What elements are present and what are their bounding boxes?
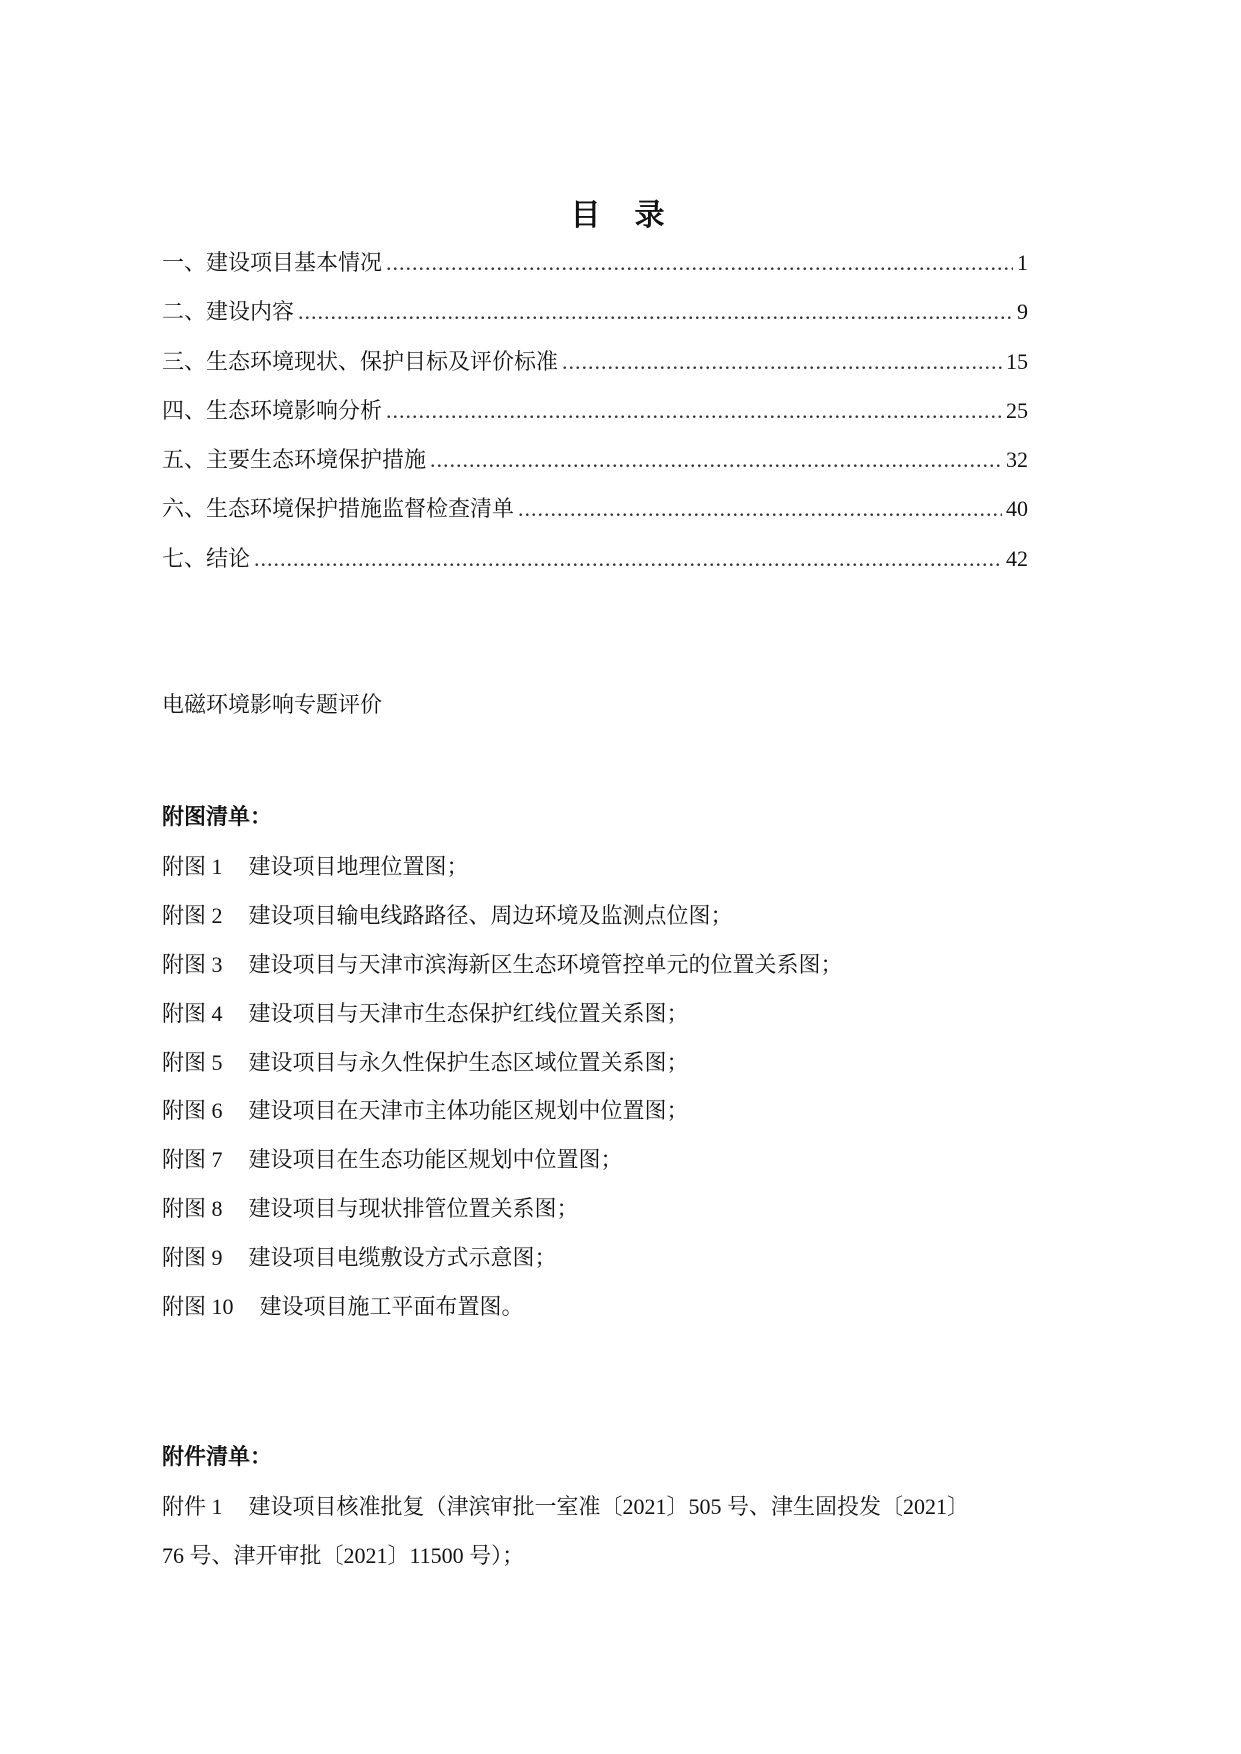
attachment-title-line-2: 76 号、津开审批〔2021〕11500 号）； <box>162 1543 525 1568</box>
table-of-contents <box>162 248 1028 593</box>
toc-dot-leader <box>518 494 1002 524</box>
toc-dot-leader <box>430 445 1002 475</box>
toc-entry[interactable] <box>162 297 1028 346</box>
figure-number: 附图 1 <box>162 854 223 879</box>
figure-number: 附图 2 <box>162 902 223 928</box>
figure-list-item <box>162 1145 1062 1194</box>
toc-entry[interactable] <box>162 396 1028 445</box>
figure-title: 建设项目在天津市主体功能区规划中位置图； <box>248 1098 689 1124</box>
title-char-1: 目 <box>570 199 607 232</box>
figure-title: 建设项目与永久性保护生态区域位置关系图； <box>248 1049 689 1075</box>
figure-list-item <box>162 1243 1062 1292</box>
figure-title: 建设项目电缆敷设方式示意图； <box>248 1245 557 1271</box>
page-title <box>0 190 1241 234</box>
special-evaluation-title: 电磁环境影响专题评价 <box>162 692 383 717</box>
figure-title: 建设项目施工平面布置图。 <box>259 1294 524 1320</box>
toc-entry-label: 一、建设项目基本情况 <box>162 250 383 275</box>
figure-list-item <box>162 852 1062 901</box>
figure-list-item <box>162 1096 1062 1145</box>
toc-entry-page-number: 15 <box>1006 348 1028 374</box>
figure-list-item <box>162 999 1062 1048</box>
figure-number: 附图 9 <box>162 1245 223 1271</box>
figure-number: 附图 5 <box>162 1049 223 1075</box>
toc-dot-leader <box>386 396 1002 426</box>
attachments-list <box>162 1492 1082 1571</box>
toc-entry-page-number: 25 <box>1006 397 1028 423</box>
figure-title: 建设项目地理位置图； <box>248 854 469 879</box>
toc-entry-page-number: 9 <box>1017 299 1028 325</box>
title-char-2: 录 <box>634 199 671 232</box>
toc-entry-label: 四、生态环境影响分析 <box>162 397 383 423</box>
toc-dot-leader <box>386 248 1013 278</box>
toc-dot-leader <box>254 544 1002 574</box>
attachments-heading: 附件清单： <box>162 1444 273 1469</box>
toc-dot-leader <box>298 297 1013 327</box>
toc-entry[interactable] <box>162 248 1028 297</box>
figure-list-item <box>162 1194 1062 1243</box>
figure-list-item <box>162 950 1062 999</box>
toc-entry[interactable] <box>162 347 1028 396</box>
figure-number: 附图 7 <box>162 1147 223 1173</box>
figure-list-item <box>162 1048 1062 1097</box>
toc-entry-page-number: 42 <box>1006 545 1028 571</box>
attachment-title-line-1: 建设项目核准批复（津滨审批一室准〔2021〕505 号、津生固投发〔2021〕 <box>248 1494 970 1519</box>
toc-dot-leader <box>562 347 1002 377</box>
figure-number: 附图 6 <box>162 1098 223 1124</box>
toc-entry-label: 七、结论 <box>162 545 251 571</box>
toc-entry-page-number: 32 <box>1006 447 1028 473</box>
figures-heading: 附图清单： <box>162 804 273 829</box>
figure-number: 附图 4 <box>162 1000 223 1026</box>
figure-title: 建设项目在生态功能区规划中位置图； <box>248 1147 623 1173</box>
toc-entry[interactable] <box>162 494 1028 543</box>
toc-entry-label: 三、生态环境现状、保护目标及评价标准 <box>162 348 559 374</box>
toc-entry-page-number: 40 <box>1006 496 1028 522</box>
toc-entry-label: 六、生态环境保护措施监督检查清单 <box>162 496 515 522</box>
figure-number: 附图 8 <box>162 1196 223 1222</box>
figure-number: 附图 10 <box>162 1294 234 1320</box>
figure-number: 附图 3 <box>162 951 223 977</box>
toc-entry[interactable] <box>162 544 1028 593</box>
figure-list-item <box>162 901 1062 950</box>
figure-title: 建设项目与天津市滨海新区生态环境管控单元的位置关系图； <box>248 951 843 977</box>
figure-title: 建设项目与现状排管位置关系图； <box>248 1196 579 1222</box>
figure-title: 建设项目输电线路路径、周边环境及监测点位图； <box>248 902 733 928</box>
toc-entry[interactable] <box>162 445 1028 494</box>
figure-title: 建设项目与天津市生态保护红线位置关系图； <box>248 1000 689 1026</box>
figures-list <box>162 852 1062 1341</box>
figure-list-item <box>162 1292 1062 1341</box>
toc-entry-label: 五、主要生态环境保护措施 <box>162 447 427 473</box>
toc-entry-page-number: 1 <box>1017 250 1028 275</box>
attachment-list-item <box>162 1492 1082 1571</box>
attachment-number: 附件 1 <box>162 1494 223 1519</box>
toc-entry-label: 二、建设内容 <box>162 299 295 325</box>
